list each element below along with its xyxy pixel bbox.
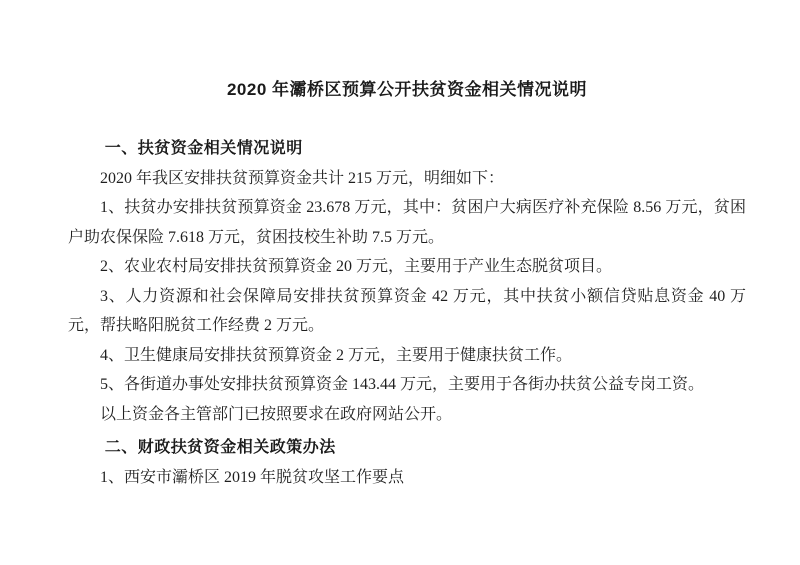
section-2-item-1: 1、西安市灞桥区 2019 年脱贫攻坚工作要点 bbox=[100, 468, 405, 486]
document-title: 2020 年灞桥区预算公开扶贫资金相关情况说明 bbox=[226, 80, 588, 99]
section-1-closing-paragraph: 以上资金各主管部门已按照要求在政府网站公开。 bbox=[100, 405, 453, 423]
section-1-item-3: 3、人力资源和社会保障局安排扶贫预算资金 42 万元，其中扶贫小额信贷贴息资金 40 万元，帮扶略阳脱贫工作经费 2 万元。 bbox=[68, 287, 746, 334]
section-1-item-2: 2、农业农村局安排扶贫预算资金 20 万元，主要用于产业生态脱贫项目。 bbox=[100, 258, 613, 275]
section-2-heading: 二、财政扶贫资金相关政策办法 bbox=[104, 439, 336, 456]
section-1-item-5: 5、各街道办事处安排扶贫预算资金 143.44 万元，主要用于各街办扶贫公益专岗工资。 bbox=[100, 376, 705, 393]
section-1-item-1: 1、扶贫办安排扶贫预算资金 23.678 万元，其中：贫困户大病医疗补充保险 8.56 万元，贫困户助农保保险 7.618 万元，贫困技校生补助 7.5 万元。 bbox=[68, 199, 746, 246]
section-1-heading: 一、扶贫资金相关情况说明 bbox=[104, 140, 303, 157]
section-1-intro-paragraph: 2020 年我区安排扶贫预算资金共计 215 万元，明细如下： bbox=[100, 169, 505, 187]
section-1-item-4: 4、卫生健康局安排扶贫预算资金 2 万元，主要用于健康扶贫工作。 bbox=[100, 346, 573, 364]
